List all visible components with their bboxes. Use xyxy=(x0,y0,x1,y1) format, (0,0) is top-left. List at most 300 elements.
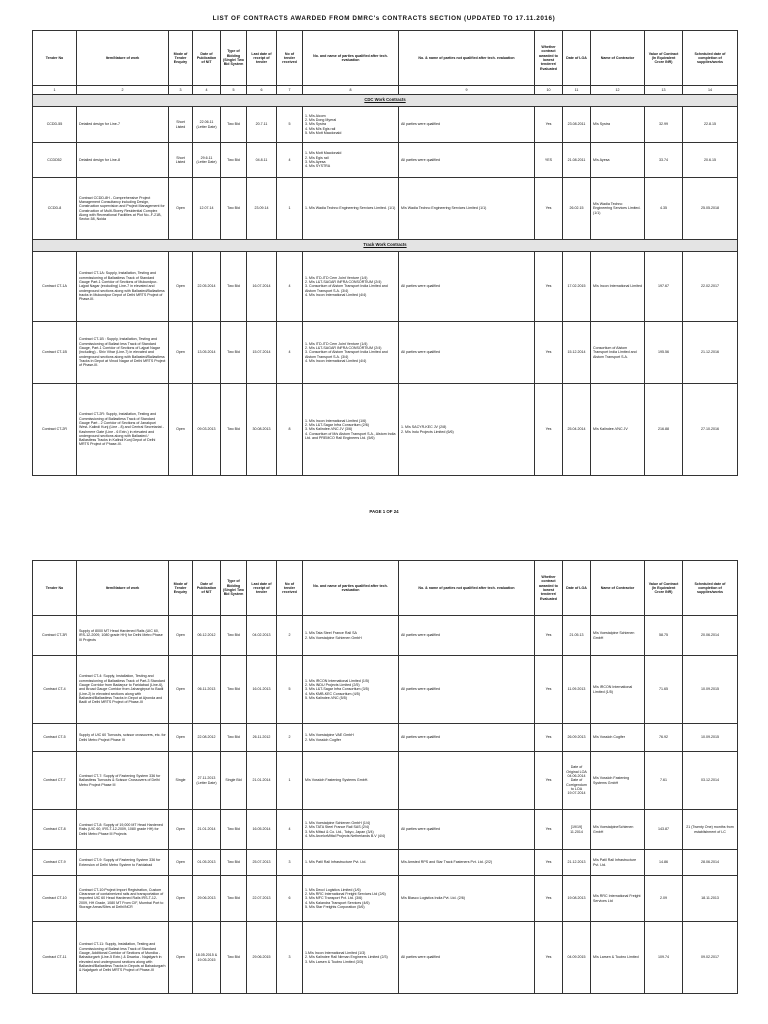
not-qualified-party: All parties were qualified xyxy=(401,122,440,127)
column-number: 9 xyxy=(399,86,535,95)
loa-line: 26.09.2013 xyxy=(567,735,586,740)
contract-value: 7.61 xyxy=(645,752,683,810)
column-header: Name of Contractor xyxy=(591,561,645,616)
qualified-parties xyxy=(303,107,399,143)
column-number: 2 xyxy=(77,86,169,95)
column-number: 10 xyxy=(535,86,563,95)
qualified-parties xyxy=(303,616,399,656)
table-row xyxy=(33,107,738,143)
contractor-name: M/s Systra xyxy=(591,107,645,143)
last-date: 23.09.14 xyxy=(247,178,277,240)
publication-date: 18.05.2015 & 19.05.2015 xyxy=(193,922,221,994)
bidding-type: Two Bid xyxy=(221,107,247,143)
column-header: Whether contract awarded to lowest tenderer/ Evaluated xyxy=(535,561,563,616)
qualified-parties xyxy=(303,322,399,384)
scheduled-completion: 28.06.2014 xyxy=(683,850,738,876)
qualified-parties xyxy=(303,252,399,322)
work-description: Contract CT-10:Project Import Registration, Custom Clearance of containerized rails and transportation of imported UIC 60 Head Hardened Rails IRS-T-12-2009, HH Grade, 1080 MT From CIF, Mumbai Port to Storage Areas/Sites at Delhi/NCR xyxy=(77,876,169,922)
publication-date: 06.11.2013 xyxy=(193,656,221,724)
tender-count: 4 xyxy=(277,322,303,384)
tender-count: 2 xyxy=(277,724,303,752)
scheduled-completion: 20.6.15 xyxy=(683,143,738,178)
qualified-party: 1. M/s Voestalpine Schienen GmbH (1/4) xyxy=(305,820,371,825)
scheduled-completion: 22.02.2017 xyxy=(683,252,738,322)
contract-value: 76.92 xyxy=(645,724,683,752)
tender-count: 4 xyxy=(277,252,303,322)
column-header: Value of Contract (In Equivalent Crore INR) xyxy=(645,561,683,616)
work-description: Contract CCDD-8H - Comprehensive Project Management Consultancy including Design, Construction supervision and Project Management for Construction of Multi-Storey Residential Complex Along with Recreational Facilities at Plot No.-F-21B, Sector-58, Noida xyxy=(77,178,169,240)
loa-date xyxy=(563,922,591,994)
bidding-type: Two Bid xyxy=(221,850,247,876)
column-header: Last date of receipt of tender xyxy=(247,31,277,86)
lowest-tenderer: Yes xyxy=(535,876,563,922)
qualified-party: 4. Consortium of M/s Alstom Transport S.A., Alstom India Ltd. and PREMCO Rail Engineers Ltd. (5/6) xyxy=(305,431,396,440)
not-qualified-parties xyxy=(399,656,535,724)
page-number: PAGE 1 OF 24 xyxy=(369,509,399,514)
contract-value: 71.65 xyxy=(645,656,683,724)
loa-line: 21.05.13 xyxy=(569,633,584,638)
column-header: No. and name of parties qualified after tech. evaluation xyxy=(303,561,399,616)
qualified-party: 3. M/s Ayesa xyxy=(305,160,326,164)
tender-count: 2 xyxy=(277,616,303,656)
loa-line: [19/19] 11.2014 xyxy=(570,825,583,834)
publication-date: 22.08.2012 xyxy=(193,724,221,752)
qualified-party: 2. M/s L&T-Sagar Infra Consortium (2/6) xyxy=(305,423,369,428)
tender-no: CCDD-55 xyxy=(33,107,77,143)
column-header: Tender No xyxy=(33,561,77,616)
tender-mode: Open xyxy=(169,252,193,322)
not-qualified-parties xyxy=(399,752,535,810)
contract-value: 109.74 xyxy=(645,922,683,994)
qualified-party: 1.M/s Incon International Limited (1/3) xyxy=(305,951,366,956)
column-number: 11 xyxy=(563,86,591,95)
publication-date: 01.05.2013 xyxy=(193,850,221,876)
not-qualified-parties xyxy=(399,384,535,476)
section-title: CDC Work Contracts xyxy=(33,95,738,107)
qualified-parties xyxy=(303,724,399,752)
contractor-name: M/s Larsen & Toubro Limited xyxy=(591,922,645,994)
column-number: 5 xyxy=(221,86,247,95)
scheduled-completion: 22.8.15 xyxy=(683,107,738,143)
qualified-party: 3. M/s L&T-Sagar Infra Consortium (3/5) xyxy=(305,687,369,692)
bidding-type: Two Bid xyxy=(221,876,247,922)
column-header: Scheduled date of completion of supplies/works xyxy=(683,561,738,616)
publication-date: 29.6.11 (Letter Date) xyxy=(193,143,221,178)
not-qualified-party: All parties were qualified xyxy=(401,827,440,832)
contractor-name: M/s Vossloh Fastening Systems GmbH xyxy=(591,752,645,810)
tender-mode: Open xyxy=(169,178,193,240)
tender-no: Contract CT-11 xyxy=(33,922,77,994)
qualified-party: 1. M/s Voestalpine VAE GmbH xyxy=(305,733,354,738)
not-qualified-parties xyxy=(399,143,535,178)
qualified-party: 4. M/s KMB-KEC Consortium (4/5) xyxy=(305,691,360,696)
column-header: No. & name of parties not qualified after tech. evaluation xyxy=(399,561,535,616)
contractor-name: M/s Ayesa xyxy=(591,143,645,178)
lowest-tenderer: Yes xyxy=(535,107,563,143)
last-date: 20.7.11 xyxy=(247,107,277,143)
column-number-row xyxy=(33,86,738,95)
column-number: 6 xyxy=(247,86,277,95)
loa-line: 25.04.2014 xyxy=(567,427,586,432)
last-date: 22.07.2013 xyxy=(247,876,277,922)
table-row xyxy=(33,143,738,178)
lowest-tenderer: Yes xyxy=(535,178,563,240)
loa-date xyxy=(563,322,591,384)
publication-date: 27.11.2013 (Letter Date) xyxy=(193,752,221,810)
qualified-party: 3. M/s Larsen & Toubro Limited (3/3) xyxy=(305,959,364,964)
loa-date xyxy=(563,252,591,322)
qualified-party: 5. M/s Kalindee-VNC (5/5) xyxy=(305,695,347,700)
not-qualified-party: M/s Amsted RPS and Star Track Fasteners Pvt. Ltd. (2/2) xyxy=(401,860,493,865)
document-page-2 xyxy=(0,530,768,1024)
column-number: 1 xyxy=(33,86,77,95)
tender-count: 1 xyxy=(277,178,303,240)
not-qualified-party: All parties were qualified xyxy=(401,284,440,289)
tender-mode: Open xyxy=(169,724,193,752)
loa-line: 17.02.2015 xyxy=(567,284,586,289)
tender-mode: Open xyxy=(169,384,193,476)
contractor-name: M/s Patil Rail Infrastructure Pvt. Ltd. xyxy=(591,850,645,876)
scheduled-completion: 25.05.2018 xyxy=(683,178,738,240)
last-date: 16.05.2014 xyxy=(247,810,277,850)
tender-mode: Open xyxy=(169,922,193,994)
last-date: 29.06.2015 xyxy=(247,922,277,994)
tender-mode: Open xyxy=(169,810,193,850)
qualified-party: M/s Vossloh Fastening Systems GmbH. xyxy=(305,778,369,783)
loa-date xyxy=(563,810,591,850)
bidding-type: Single Bid xyxy=(221,752,247,810)
contractor-name: Consortium of Alstom Transport India Limited and Alstom Transport S.A. xyxy=(591,322,645,384)
work-description: Contract CT-9: Supply of Fastening System 336 for Extension of Delhi Metro System to Faridabad xyxy=(77,850,169,876)
column-number: 14 xyxy=(683,86,738,95)
lowest-tenderer: Yes xyxy=(535,322,563,384)
bidding-type: Two Bid xyxy=(221,143,247,178)
header-row xyxy=(33,561,738,616)
not-qualified-parties xyxy=(399,810,535,850)
tender-count: 5 xyxy=(277,656,303,724)
qualified-party: 3. M/s Systra xyxy=(305,122,326,127)
lowest-tenderer: Yes xyxy=(535,850,563,876)
column-header: No. and name of parties qualified after tech. evaluation xyxy=(303,31,399,86)
tender-count: 6 xyxy=(277,876,303,922)
publication-date: 22.05.2014 xyxy=(193,252,221,322)
loa-date xyxy=(563,107,591,143)
loa-date xyxy=(563,384,591,476)
section-row xyxy=(33,240,738,252)
column-header: Last date of receipt of tender xyxy=(247,561,277,616)
lowest-tenderer: Yes xyxy=(535,752,563,810)
scheduled-completion: 21 (Twenty One) months from establishment of LC xyxy=(683,810,738,850)
work-description: Contract CT-1A: Supply, Installation, Testing and commissioning of Ballastless Track of Standard Gauge Part-1 Corridor of Sections of Mukundpur-Lajpat Nagar (excluding) Line-7 in elevated and underground sections along with Ballasted/Ballastless tracks in Mukundpur Depot of Delhi MRTS Project of Phase-III. xyxy=(77,252,169,322)
column-header: Scheduled date of completion of supplies/works xyxy=(683,31,738,86)
tender-mode: Short Listed xyxy=(169,143,193,178)
last-date: 04.8.11 xyxy=(247,143,277,178)
work-description: Supply of UIC 60 Turnouts, scissor crossovers, etc. for Delhi Metro Project Phase III xyxy=(77,724,169,752)
contract-value: 197.67 xyxy=(645,252,683,322)
table-row xyxy=(33,322,738,384)
loa-date xyxy=(563,178,591,240)
table-row xyxy=(33,850,738,876)
tender-mode: Open xyxy=(169,850,193,876)
work-description: Contract CT-8: Supply of 19,000 MT Head Hardened Rails (UIC 60, IRS-T-12-2009, 1080 grade HH) for Delhi Metro Phase III Projects xyxy=(77,810,169,850)
document-title: LIST OF CONTRACTS AWARDED FROM DMRC's CONTRACTS SECTION (UPDATED TO 17.11.2016) xyxy=(212,15,556,22)
table-row xyxy=(33,810,738,850)
qualified-party: 1. M/s Patil Rail Infrastructure Pvt. Ltd. xyxy=(305,860,367,865)
tender-mode: Open xyxy=(169,876,193,922)
column-header: Type of Bidding (Single/ Two Bid System xyxy=(221,561,247,616)
table-row xyxy=(33,724,738,752)
section-title: Track Work Contracts xyxy=(33,240,738,252)
qualified-party: 4. M/s Kalandra Transport Services (4/6) xyxy=(305,900,370,905)
lowest-tenderer: YES xyxy=(535,143,563,178)
qualified-parties xyxy=(303,922,399,994)
publication-date: 22.06.11 (Letter Date) xyxy=(193,107,221,143)
contract-value: 14.86 xyxy=(645,850,683,876)
lowest-tenderer: Yes xyxy=(535,922,563,994)
table-row xyxy=(33,656,738,724)
qualified-party: 4. M/s M/s Egis rail xyxy=(305,126,336,131)
not-qualified-party: All parties were qualified xyxy=(401,350,440,355)
not-qualified-party: All parties were qualified xyxy=(401,157,440,162)
table-row xyxy=(33,752,738,810)
last-date: 21.01.2014 xyxy=(247,752,277,810)
tender-no: Contract CT-7 xyxy=(33,752,77,810)
not-qualified-parties xyxy=(399,252,535,322)
qualified-party: 2. M/s Voestalpine Schienen GmbH xyxy=(305,635,362,640)
not-qualified-party: M/s Wadia Techno Engineering Services Limited (1/1) xyxy=(401,206,487,211)
column-number: 7 xyxy=(277,86,303,95)
qualified-party: 2. M/s Vossloh Cogifer xyxy=(305,737,341,742)
bidding-type: Two Bid xyxy=(221,384,247,476)
tender-mode: Open xyxy=(169,656,193,724)
scheduled-completion: 21.12.2016 xyxy=(683,322,738,384)
qualified-parties xyxy=(303,178,399,240)
not-qualified-party: M/s Blasco Logistics India Pvt. Ltd. (2/6) xyxy=(401,896,465,901)
tender-count: 3 xyxy=(277,922,303,994)
qualified-party: 1. M/s Wadia Techno Engineering Services Limited. (1/1) xyxy=(305,206,396,211)
not-qualified-party: All parties were qualified xyxy=(401,633,440,638)
tender-no: Contract CT-3R xyxy=(33,616,77,656)
work-description: Contract CT-7: Supply of Fastening System 336 for Ballastless Turnouts & Scissor Crossovers of Delhi Metro Project Phase III xyxy=(77,752,169,810)
lowest-tenderer: Yes xyxy=(535,810,563,850)
work-description: Detailed design for Line-7 xyxy=(77,107,169,143)
publication-date: 29.06.2013 xyxy=(193,876,221,922)
publication-date: 13.05.2014 xyxy=(193,322,221,384)
bidding-type: Two Bid xyxy=(221,322,247,384)
scheduled-completion: 10.09.2015 xyxy=(683,656,738,724)
bidding-type: Two Bid xyxy=(221,922,247,994)
qualified-party: 1. M/s ITD-ITD Cem Joint Venture (1/4) xyxy=(305,341,368,346)
loa-date xyxy=(563,656,591,724)
contract-value: 216.88 xyxy=(645,384,683,476)
tender-no: Contract CT-8 xyxy=(33,810,77,850)
contract-value: 143.87 xyxy=(645,810,683,850)
qualified-party: 2. M/s TATA Steel France Rail SAS (2/4) xyxy=(305,825,370,830)
tender-count: 1 xyxy=(277,752,303,810)
qualified-party: 2. M/s Dong Myeral xyxy=(305,118,337,123)
tender-count: 3 xyxy=(277,850,303,876)
column-header: Value of Contract (In Equivalent Crore INR) xyxy=(645,31,683,86)
contractor-name: M/s VoestalpineSchienen GmbH xyxy=(591,810,645,850)
work-description: Supply of 8000 MT Head Hardened Rails (UIC 60, IRS-12-2009, 1080 grade HH) for Delhi Metro Phase III Projects xyxy=(77,616,169,656)
last-date: 30.08.2013 xyxy=(247,384,277,476)
qualified-party: 1. M/s Deccl Logistics Limited (1/6) xyxy=(305,887,361,892)
qualified-party: 3. Consortium of Alstom Transport India Limited and Alstom Transport S.A. (3/4) xyxy=(305,350,388,359)
scheduled-completion: 18.11.2013 xyxy=(683,876,738,922)
tender-no: CCDD52 xyxy=(33,143,77,178)
tender-no: Contract CT-2R xyxy=(33,384,77,476)
last-date: 16.07.2014 xyxy=(247,252,277,322)
not-qualified-parties xyxy=(399,724,535,752)
loa-line: 04.09.2015 xyxy=(567,955,586,960)
loa-line: Date of Original LOA 04.06.2014 xyxy=(566,765,587,779)
qualified-parties xyxy=(303,876,399,922)
table-row xyxy=(33,252,738,322)
column-number: 8 xyxy=(303,86,399,95)
work-description: Contract CT-4: Supply, Installation, Testing and commissioning of Ballastless Track of Part-3 Standard Gauge Corridor from Badarpur to Faridabad (Line-6), and Broad Gauge Corridor from Jahangirpuri to Badli (Line-2) in elevated sections along with Ballasted/Ballastless Tracks in Depot at Ajronda and Badli of Delhi MRTS Project of Phase-III xyxy=(77,656,169,724)
table-row xyxy=(33,178,738,240)
column-header: Type of Bidding (Single/ Two Bid System xyxy=(221,31,247,86)
qualified-party: 1. M/s Mott Macdonald xyxy=(305,151,342,156)
tender-count: 4 xyxy=(277,810,303,850)
column-header: Item/Nature of work xyxy=(77,31,169,86)
qualified-party: 3. Consortium of Alstom Transport India Limited and Alstom Transport S.A. (3/4) xyxy=(305,284,388,293)
loa-date xyxy=(563,616,591,656)
work-description: Contract CT-2R: Supply, Installation, Testing and Commissioning of Ballastless Track of Standard Gauge Part - 2 Corridor of Sections of Janakpuri West- Kalindi Kunj (Line - 8) and Central Secretariat - Kashmere Gate (Line - 6 Extn.) in elevated and underground sections along with Ballasted / Ballastless Tracks in Kalindi Kunj Depot of Delhi MRTS Project of Phase-III. xyxy=(77,384,169,476)
table-row xyxy=(33,876,738,922)
qualified-parties xyxy=(303,752,399,810)
contractor-name: M/s RRC International Freight Services Ltd xyxy=(591,876,645,922)
qualified-parties xyxy=(303,384,399,476)
tender-count: 5 xyxy=(277,107,303,143)
loa-date xyxy=(563,850,591,876)
tender-no: Contract CT-5 xyxy=(33,724,77,752)
qualified-party: 2. M/s L&T-SAGAR INFRA CONSORTIUM (2/4) xyxy=(305,280,382,285)
qualified-party: 4. M/s Incon International Limited (4/4) xyxy=(305,358,367,363)
loa-line: 15.12.2014 xyxy=(567,350,586,355)
tender-count: 8 xyxy=(277,384,303,476)
tender-no: Contract CT-1B xyxy=(33,322,77,384)
not-qualified-parties xyxy=(399,922,535,994)
contractor-name: M/s Incon International Limited xyxy=(591,252,645,322)
scheduled-completion: 09.02.2017 xyxy=(683,922,738,994)
contractor-name: M/s IRCON International Limited (1/5) xyxy=(591,656,645,724)
last-date: 15.07.2014 xyxy=(247,322,277,384)
scheduled-completion: 03.12.2014 xyxy=(683,752,738,810)
not-qualified-party: All parties were qualified xyxy=(401,687,440,692)
tender-mode: Short Listed xyxy=(169,107,193,143)
contract-value: 33.74 xyxy=(645,143,683,178)
column-header: Mode of Tender Enquiry xyxy=(169,31,193,86)
qualified-parties xyxy=(303,143,399,178)
lowest-tenderer: Yes xyxy=(535,384,563,476)
column-number: 3 xyxy=(169,86,193,95)
qualified-party: 2. M/s INDU Projects Limited (2/5) xyxy=(305,683,360,688)
column-number: 13 xyxy=(645,86,683,95)
not-qualified-parties xyxy=(399,616,535,656)
loa-line: 26.02.15 xyxy=(569,206,584,211)
publication-date: 06.12.2012 xyxy=(193,616,221,656)
publication-date: 21.01.2014 xyxy=(193,810,221,850)
column-header: Date of LOA xyxy=(563,31,591,86)
contract-value: 4.35 xyxy=(645,178,683,240)
tender-no: Contract CT-4 xyxy=(33,656,77,724)
work-description: Contract CT-11: Supply, Installation, Testing and Commissioning of Ballast less Track of Standard Gauge, Additional Corridor of Sections of Mundka - Bahadurgarh (Line-5 Extn.) & Dwarka - Najafgarh in elevated and underground sections along with Ballasted/Ballastless Tracks in Depots at Bahadurgarh & Najafgarh of Delhi MRTS Project of Phase-III xyxy=(77,922,169,994)
qualified-party: 2. M/s RRC International Freight Services Ltd (2/6) xyxy=(305,892,386,897)
contract-value: 195.56 xyxy=(645,322,683,384)
column-header: No. & name of parties not qualified after tech. evaluation xyxy=(399,31,535,86)
column-header: Item/Nature of work xyxy=(77,561,169,616)
not-qualified-party: All parties were qualified xyxy=(401,735,440,740)
qualified-party: 1. M/s Tata Steel France Rail SA xyxy=(305,631,357,636)
qualified-parties xyxy=(303,656,399,724)
qualified-party: 2. M/s L&T-SAGAR INFRA CONSORTIUM (2/4) xyxy=(305,346,382,351)
contracts-table-page-2 xyxy=(32,560,738,994)
scheduled-completion: 10.09.2015 xyxy=(683,724,738,752)
tender-mode: Open xyxy=(169,616,193,656)
publication-date: 12.07.14 xyxy=(193,178,221,240)
qualified-party: 1. M/s ITD-ITD Cem Joint Venture (1/4) xyxy=(305,275,368,280)
loa-line: 21.08.2011 xyxy=(567,157,586,162)
column-header: No of tender received xyxy=(277,561,303,616)
column-header: Tender No xyxy=(33,31,77,86)
scheduled-completion: 27.10.2016 xyxy=(683,384,738,476)
work-description: Contract CT-1B : Supply, Installation, Testing and Commissioning of Ballast less Track of Standard Gauge, Part-1 Corridor of Sections of Lajpat Nagar (including) - Shiv Vihar (Line-7) in elevated and underground sections along with Ballasted/Ballastless Tracks in Depot at Vinod Nagar of Delhi MRTS Project of Phase-III. xyxy=(77,322,169,384)
column-header: Date of Publication of NIT xyxy=(193,31,221,86)
loa-date xyxy=(563,724,591,752)
contracts-table-page-1 xyxy=(32,30,738,476)
contract-value: 2.09 xyxy=(645,876,683,922)
tender-no: Contract CT-9 xyxy=(33,850,77,876)
bidding-type: Two Bid xyxy=(221,724,247,752)
loa-line: Date of Corrigendum to LOA 19.07.2014 xyxy=(566,778,587,796)
qualified-party: 3. M/s Kalindee-VNC JV (3/6) xyxy=(305,427,353,432)
lowest-tenderer: Yes xyxy=(535,724,563,752)
tender-no: Contract CT-1A xyxy=(33,252,77,322)
loa-date xyxy=(563,876,591,922)
qualified-party: 1. M/s Incon International Limited (1/6) xyxy=(305,418,367,423)
qualified-party: 4. M/s SYSTRA xyxy=(305,164,331,169)
loa-line: 21.12.2013 xyxy=(567,860,586,865)
qualified-party: 2. M/s Egis rail xyxy=(305,155,329,160)
not-qualified-parties xyxy=(399,322,535,384)
loa-line: 11.09.2013 xyxy=(567,687,586,692)
column-header: No of tender received xyxy=(277,31,303,86)
contractor-name: M/s Vossloh Cogifer xyxy=(591,724,645,752)
tender-no: CCDD-8 xyxy=(33,178,77,240)
column-header: Date of LOA xyxy=(563,561,591,616)
not-qualified-parties xyxy=(399,850,535,876)
qualified-party: 4. M/s Incon International Limited (4/4) xyxy=(305,292,367,297)
not-qualified-party: 1. M/s SACYR-KEC JV (2/8) xyxy=(401,425,447,430)
bidding-type: Two Bid xyxy=(221,178,247,240)
loa-date xyxy=(563,752,591,810)
qualified-party: 2. M/s Kalindee Rail Nirman Engineers Limited (2/3) xyxy=(305,955,388,960)
bidding-type: Two Bid xyxy=(221,252,247,322)
not-qualified-parties xyxy=(399,178,535,240)
lowest-tenderer: Yes xyxy=(535,252,563,322)
qualified-parties xyxy=(303,850,399,876)
not-qualified-parties xyxy=(399,107,535,143)
qualified-party: 4. M/s ArcelorMittal Projects Netherlands B.V (4/4) xyxy=(305,833,386,838)
column-header: Whether contract awarded to lowest tenderer/ Evaluated xyxy=(535,31,563,86)
not-qualified-parties xyxy=(399,876,535,922)
qualified-party: 3. M/s Mitsui & Co. Ltd., Tokyo, Japan (3/4) xyxy=(305,829,374,834)
tender-mode: Single xyxy=(169,752,193,810)
contract-value: 32.99 xyxy=(645,107,683,143)
qualified-party: 3. M/s MFC Transport Pvt. Ltd. (3/6) xyxy=(305,896,363,901)
loa-line: 19.08.2013 xyxy=(567,896,586,901)
